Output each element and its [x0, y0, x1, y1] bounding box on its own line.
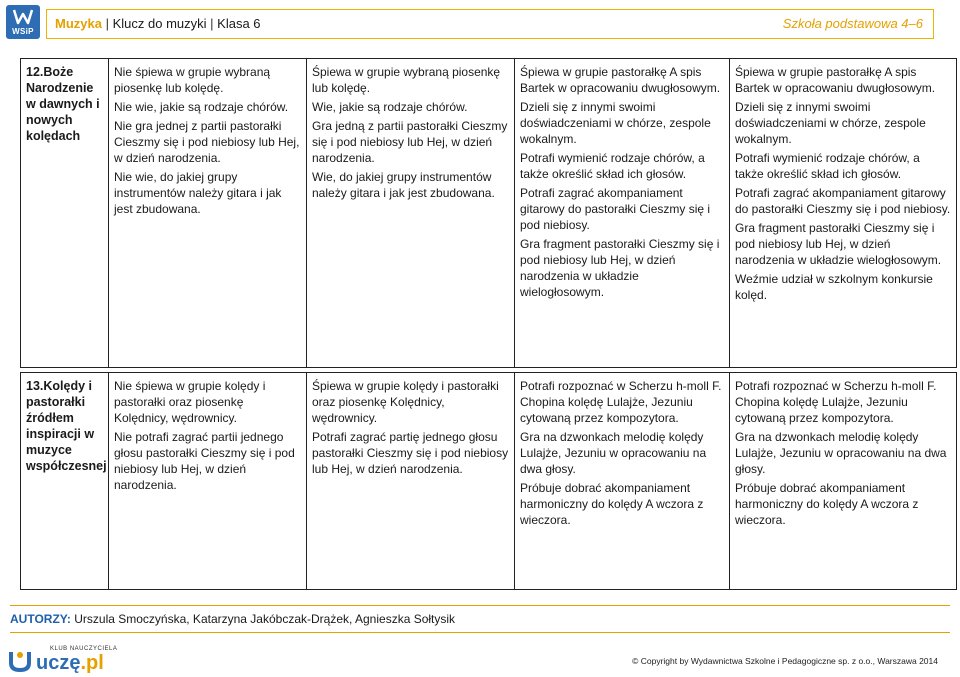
header-breadcrumb	[55, 16, 261, 31]
requirement-item: Śpiewa w grupie wybraną piosenkę lub kolędę.	[312, 65, 501, 95]
requirement-item: Próbuje dobrać akompaniament harmoniczny do kolędy A wczora z wieczora.	[735, 481, 919, 527]
logo-mark-icon	[12, 8, 34, 26]
ucze-mark-icon	[8, 649, 32, 673]
requirement-item: Gra jedną z partii pastorałki Cieszmy się i pod niebiosy lub Hej, w dzień narodzenia.	[312, 119, 508, 165]
requirement-item: Dzieli się z innymi swoimi doświadczeniami w chórze, zespole wokalnym.	[735, 100, 926, 146]
ucze-logo	[8, 646, 118, 674]
logo-text: WSiP	[12, 27, 34, 36]
requirement-item: Śpiewa w grupie pastorałkę A spis Bartek w opracowaniu dwugłosowym.	[520, 65, 721, 95]
requirement-item: Potrafi zagrać akompaniament gitarowy do pastorałki Cieszmy się i pod niebiosy.	[520, 186, 711, 232]
header-subject: Muzyka	[55, 16, 102, 31]
grade-cell	[730, 59, 957, 368]
requirement-item: Potrafi zagrać partię jednego głosu pastorałki Cieszmy się i pod niebiosy lub Hej, w dzień narodzenia.	[312, 430, 509, 476]
requirements-table-1	[20, 58, 957, 368]
requirement-item: Nie wie, jakie są rodzaje chórów.	[114, 100, 289, 114]
requirement-item: Potrafi zagrać akompaniament gitarowy do pastorałki Cieszmy się i pod niebiosy.	[735, 186, 951, 216]
authors-names: Urszula Smoczyńska, Katarzyna Jakóbczak-Drążek, Agnieszka Sołtysik	[74, 612, 456, 626]
header-school: Szkoła podstawowa 4–6	[782, 16, 923, 31]
requirement-item: Wie, do jakiej grupy instrumentów należy gitara i jak jest zbudowana.	[312, 170, 495, 200]
requirement-item: Nie potrafi zagrać partii jednego głosu pastorałki Cieszmy się i pod niebiosy lub Hej, w dzień narodzenia.	[114, 430, 295, 492]
requirement-item: Gra na dzwonkach melodię kolędy Lulajże, Jezuniu w opracowaniu na dwa głosy.	[735, 430, 947, 476]
brand-tld: .pl	[80, 652, 104, 674]
requirement-item: Dzieli się z innymi swoimi doświadczeniami w chórze, zespole wokalnym.	[520, 100, 711, 146]
requirements-table-2	[20, 372, 957, 590]
wsip-logo	[6, 5, 40, 39]
table-row	[21, 59, 957, 368]
requirement-item: Nie gra jednej z partii pastorałki Cieszmy się i pod niebiosy lub Hej, w dzień narodzenia.	[114, 119, 300, 165]
requirement-item: Śpiewa w grupie kolędy i pastorałki oraz piosenkę Kolędnicy, wędrownicy.	[312, 379, 499, 425]
requirement-item: Weźmie udział w szkolnym konkursie kolęd.	[735, 272, 933, 302]
grade-cell	[515, 373, 730, 590]
requirement-item: Nie wie, do jakiej grupy instrumentów należy gitara i jak jest zbudowana.	[114, 170, 282, 216]
requirement-item: Potrafi rozpoznać w Scherzu h-moll F. Chopina kolędę Lulajże, Jezuniu cytowaną przez kompozytora.	[520, 379, 722, 425]
requirement-item: Gra fragment pastorałki Cieszmy się i pod niebiosy lub Hej, w dzień narodzenia w układzie wielogłosowym.	[520, 237, 720, 299]
table-row	[21, 373, 957, 590]
header-grade: Klasa 6	[217, 16, 261, 31]
topic-cell: 13.Kolędy i pastorałki źródłem inspiracji w muzyce współczesnej	[21, 373, 109, 590]
grade-cell	[307, 59, 515, 368]
requirement-item: Nie śpiewa w grupie wybraną piosenkę lub kolędę.	[114, 65, 271, 95]
requirement-item: Próbuje dobrać akompaniament harmoniczny do kolędy A wczora z wieczora.	[520, 481, 704, 527]
grade-cell	[109, 59, 307, 368]
grade-cell	[307, 373, 515, 590]
requirement-item: Wie, jakie są rodzaje chórów.	[312, 100, 468, 114]
page-header	[46, 9, 934, 39]
requirement-item: Śpiewa w grupie pastorałkę A spis Bartek w opracowaniu dwugłosowym.	[735, 65, 936, 95]
grade-cell	[730, 373, 957, 590]
requirement-item: Gra fragment pastorałki Cieszmy się i pod niebiosy lub Hej, w dzień narodzenia w układzie wielogłosowym.	[735, 221, 942, 267]
requirement-item: Potrafi wymienić rodzaje chórów, a także określić skład ich głosów.	[520, 151, 705, 181]
copyright: © Copyright by Wydawnictwa Szkolne i Pedagogiczne sp. z o.o., Warszawa 2014	[632, 656, 938, 666]
header-separator: |	[210, 16, 214, 31]
divider	[10, 632, 950, 633]
brand-name-text: uczę	[36, 652, 81, 674]
grade-cell	[109, 373, 307, 590]
brand-name	[36, 652, 104, 675]
brand-tagline: KLUB NAUCZYCIELA	[50, 646, 118, 652]
requirement-item: Nie śpiewa w grupie kolędy i pastorałki oraz piosenkę Kolędnicy, wędrownicy.	[114, 379, 266, 425]
requirement-item: Potrafi rozpoznać w Scherzu h-moll F. Chopina kolędę Lulajże, Jezuniu cytowaną przez kompozytora.	[735, 379, 937, 425]
header-separator: |	[105, 16, 109, 31]
requirement-item: Potrafi wymienić rodzaje chórów, a także określić skład ich głosów.	[735, 151, 920, 181]
header-program: Klucz do muzyki	[112, 16, 207, 31]
requirement-item: Gra na dzwonkach melodię kolędy Lulajże, Jezuniu w opracowaniu na dwa głosy.	[520, 430, 707, 476]
topic-cell: 12.Boże Narodzenie w dawnych i nowych kolędach	[21, 59, 109, 368]
divider	[10, 605, 950, 606]
authors-label: AUTORZY:	[10, 612, 71, 626]
grade-cell	[515, 59, 730, 368]
authors-line	[10, 612, 455, 626]
